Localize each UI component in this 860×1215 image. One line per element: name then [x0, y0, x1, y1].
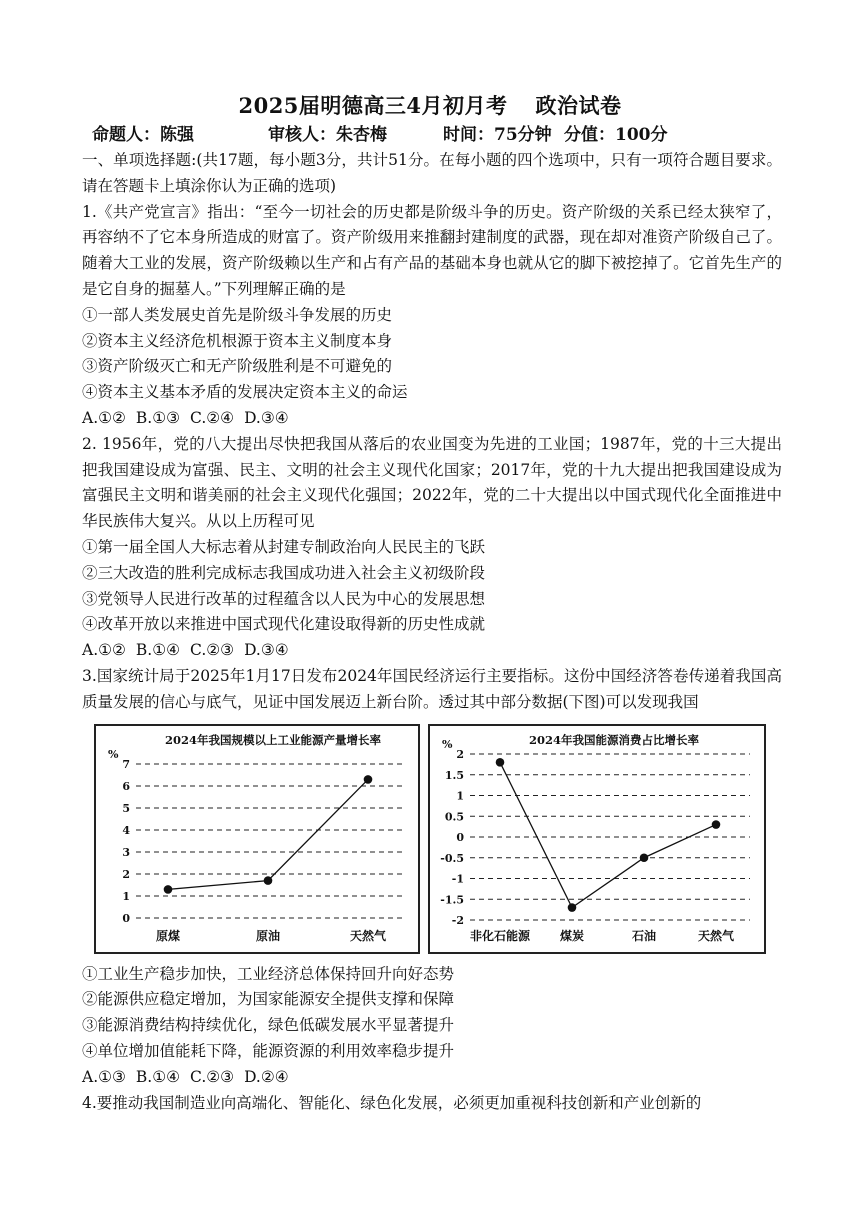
q3-charts	[82, 724, 782, 960]
q3-item-3: ③能源消费结构持续优化，绿色低碳发展水平显著提升	[82, 1016, 455, 1035]
y-tick-label: 7	[122, 757, 130, 771]
chart-energy-consumption	[428, 724, 766, 954]
y-tick-label: 2	[456, 747, 464, 761]
q2-option-d: D.③④	[244, 641, 289, 660]
author: 命题人：陈强	[92, 125, 194, 145]
q2-item-2: ②三大改造的胜利完成标志我国成功进入社会主义初级阶段	[82, 563, 486, 582]
y-tick-label: 0	[122, 911, 130, 925]
q1-stem: 1.《共产党宣言》指出：“至今一切社会的历史都是阶级斗争的历史。资产阶级的关系已经太狭窄了，再容纳不了它本身所造成的财富了。资产阶级用来推翻封建制度的武器，现在却对准资产阶级自己了。随着大工业的发展，资产阶级赖以生产和占有产品的基础本身也就从它的脚下被挖掉了。它首先生产的是它自身的掘墓人。”下列理解正确的是	[82, 202, 782, 298]
y-tick-label: 4	[122, 823, 130, 837]
q2-options	[82, 638, 782, 664]
q3-item-1: ①工业生产稳步加快，工业经济总体保持回升向好态势	[82, 964, 455, 983]
data-point	[568, 903, 577, 912]
y-tick-label: 0.5	[444, 809, 464, 823]
q2-option-b: B.①④	[135, 641, 181, 660]
y-tick-label: 6	[122, 779, 130, 793]
data-point	[164, 885, 173, 894]
q2-option-a: A.①②	[82, 641, 126, 660]
exam-meta	[92, 120, 668, 145]
q1-option-b: B.①③	[135, 408, 181, 427]
q2-item-3: ③党领导人民进行改革的过程蕴含以人民为中心的发展思想	[82, 589, 486, 608]
data-point	[364, 775, 373, 784]
y-tick-label: 0	[456, 830, 464, 844]
category-label: 石油	[631, 928, 657, 943]
q1-options	[82, 406, 782, 432]
category-label: 天然气	[697, 928, 735, 943]
y-tick-label: 1	[456, 789, 464, 803]
y-tick-label: 3	[122, 845, 130, 859]
score: 分值：100分	[564, 125, 668, 145]
q1-item-3: ③资产阶级灭亡和无产阶级胜利是不可避免的	[82, 357, 393, 376]
category-label: 非化石能源	[469, 928, 531, 943]
chart-title: 2024年我国能源消费占比增长率	[528, 732, 700, 747]
y-tick-label: 5	[122, 801, 130, 815]
page-title	[0, 90, 860, 120]
q1-item-4: ④资本主义基本矛盾的发展决定资本主义的命运	[82, 383, 408, 402]
q3-item-4: ④单位增加值能耗下降，能源资源的利用效率稳步提升	[82, 1041, 455, 1060]
category-label: 煤炭	[559, 928, 585, 943]
q3-stem: 3.国家统计局于2025年1月17日发布2024年国民经济运行主要指标。这份中国经济答卷传递着我国高质量发展的信心与底气，见证中国发展迈上新台阶。透过其中部分数据(下图)可以发现我国	[82, 666, 782, 711]
q4-stem: 4.要推动我国制造业向高端化、智能化、绿色化发展，必须更加重视科技创新和产业创新的	[82, 1093, 702, 1112]
y-axis-unit: %	[442, 737, 453, 751]
reviewer: 审核人：朱杏梅	[268, 125, 387, 145]
y-tick-label: 1	[122, 889, 130, 903]
chart-title: 2024年我国规模以上工业能源产量增长率	[164, 732, 382, 747]
q3-options	[82, 1065, 782, 1091]
q3-item-2: ②能源供应稳定增加，为国家能源安全提供支撑和保障	[82, 990, 455, 1009]
time: 时间：75分钟	[443, 125, 552, 145]
q1-option-c: C.②④	[190, 408, 235, 427]
q2-item-4: ④改革开放以来推进中国式现代化建设取得新的历史性成就	[82, 615, 486, 634]
q1-item-2: ②资本主义经济危机根源于资本主义制度本身	[82, 331, 393, 350]
category-label: 天然气	[349, 928, 387, 943]
y-tick-label: -2	[451, 913, 464, 927]
series-line	[500, 762, 716, 907]
chart-energy-production-svg	[96, 726, 418, 952]
data-point	[712, 820, 721, 829]
q3-option-d: D.②④	[244, 1067, 289, 1086]
q2-stem: 2. 1956年，党的八大提出尽快把我国从落后的农业国变为先进的工业国；1987年，党的十三大提出把我国建设成为富强、民主、文明的社会主义现代化国家；2017年，党的十九大提出把我国建设成为富强民主文明和谐美丽的社会主义现代化强国；2022年，党的二十大提出以中国式现代化全面推进中华民族伟大复兴。从以上历程可见	[82, 434, 782, 531]
category-label: 原煤	[155, 928, 181, 943]
title-right: 政治试卷	[535, 93, 622, 118]
data-point	[640, 853, 649, 862]
q2-item-1: ①第一届全国人大标志着从封建专制政治向人民民主的飞跃	[82, 537, 486, 556]
y-tick-label: 1.5	[444, 768, 464, 782]
q3-option-c: C.②③	[190, 1067, 235, 1086]
y-tick-label: -1.5	[440, 892, 464, 906]
q3-option-b: B.①④	[135, 1067, 181, 1086]
series-line	[168, 779, 368, 889]
q3-option-a: A.①③	[82, 1067, 126, 1086]
chart-energy-consumption-svg	[430, 726, 764, 952]
y-tick-label: 2	[122, 867, 130, 881]
q2-option-c: C.②③	[190, 641, 235, 660]
title-left: 2025届明德高三4月初月考	[238, 93, 508, 118]
data-point	[264, 876, 273, 885]
q1-option-d: D.③④	[244, 408, 289, 427]
exam-body	[82, 148, 782, 1116]
q1-item-1: ①一部人类发展史首先是阶级斗争发展的历史	[82, 305, 393, 324]
y-axis-unit: %	[108, 747, 119, 761]
category-label: 原油	[255, 928, 281, 943]
y-tick-label: -0.5	[440, 851, 464, 865]
q1-option-a: A.①②	[82, 408, 126, 427]
chart-energy-production	[94, 724, 420, 954]
section-heading: 一、单项选择题:(共17题，每小题3分，共计51分。在每小题的四个选项中，只有一项符合题目要求。请在答题卡上填涂你认为正确的选项)	[82, 151, 782, 195]
data-point	[496, 758, 505, 767]
y-tick-label: -1	[451, 872, 464, 886]
